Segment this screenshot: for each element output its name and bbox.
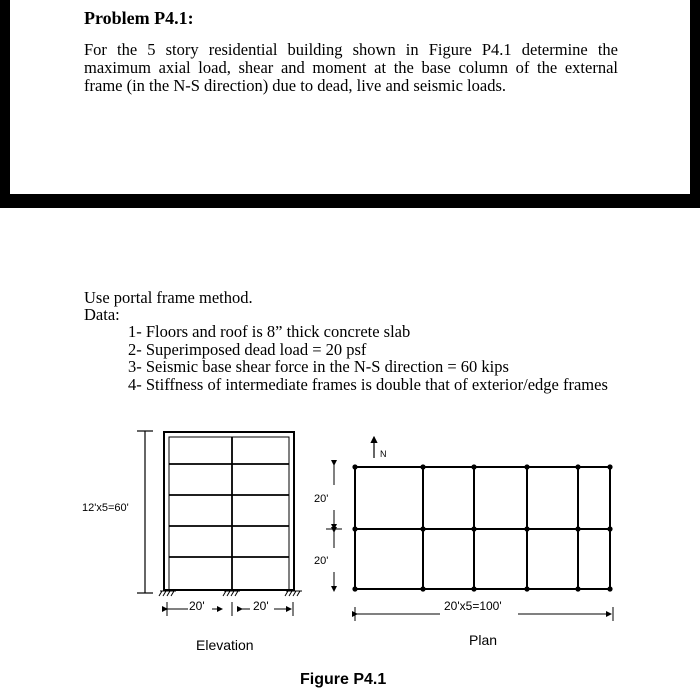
elevation-bay-dim: 20' bbox=[189, 599, 205, 613]
fixed-support-icon bbox=[223, 591, 240, 596]
problem-statement: For the 5 story residential building shown in Figure P4.1 determine the maximum axial load, shear and moment at the base column of the external frame (in the N-S direction) due to dead, live and seismic loads. bbox=[84, 40, 618, 95]
method-line: Use portal frame method. bbox=[84, 288, 253, 307]
data-item: 3- Seismic base shear force in the N-S direction = 60 kips bbox=[128, 357, 509, 376]
elevation-bay-dim: 20' bbox=[253, 599, 269, 613]
data-label: Data: bbox=[84, 305, 120, 324]
fixed-support-icon bbox=[285, 591, 302, 596]
plan-caption: Plan bbox=[469, 632, 498, 648]
elevation-caption: Elevation bbox=[196, 637, 254, 653]
plan-bay-dim: 20' bbox=[314, 493, 329, 505]
data-item: 1- Floors and roof is 8” thick concrete slab bbox=[128, 322, 411, 341]
figure-caption: Figure P4.1 bbox=[300, 671, 387, 688]
problem-title: Problem P4.1: bbox=[84, 8, 194, 28]
elevation-height-dim: 12'x5=60' bbox=[82, 502, 129, 514]
plan-width-dim: 20'x5=100' bbox=[444, 599, 502, 613]
north-label: N bbox=[380, 449, 387, 459]
elevation-drawing bbox=[137, 431, 302, 616]
fixed-support-icon bbox=[159, 591, 176, 596]
data-item: 4- Stiffness of intermediate frames is double that of exterior/edge frames bbox=[128, 374, 608, 394]
plan-bay-dim: 20' bbox=[314, 555, 329, 567]
data-item: 2- Superimposed dead load = 20 psf bbox=[128, 339, 367, 359]
plan-drawing bbox=[326, 437, 613, 621]
